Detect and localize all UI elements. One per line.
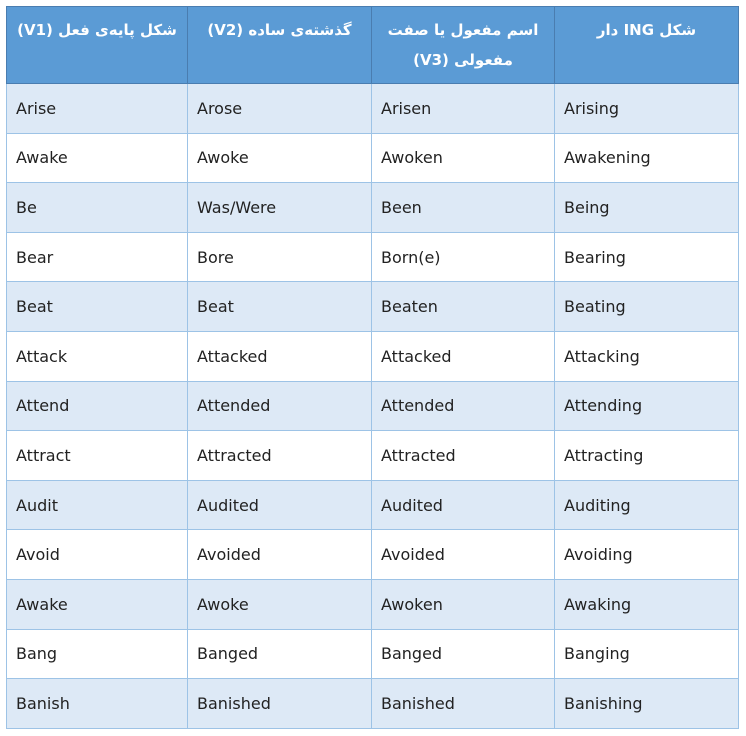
cell-past-participle: Been (372, 183, 555, 233)
cell-past-participle: Beaten (372, 282, 555, 332)
header-base-form: شکل پایه‌ی فعل (V1) (7, 7, 188, 84)
table-row (7, 183, 739, 233)
cell-ing-form: Attacking (555, 331, 739, 381)
cell-base-form: Attract (7, 431, 188, 481)
table-row (7, 133, 739, 183)
cell-past-participle: Awoken (372, 133, 555, 183)
cell-base-form: Audit (7, 480, 188, 530)
verb-forms-table (6, 6, 739, 729)
header-row (7, 7, 739, 84)
cell-base-form: Banish (7, 679, 188, 729)
cell-base-form: Awake (7, 133, 188, 183)
table-row (7, 431, 739, 481)
cell-simple-past: Arose (188, 84, 372, 134)
table-header (7, 7, 739, 84)
cell-base-form: Awake (7, 579, 188, 629)
header-ing-form: شکل ING دار (555, 7, 739, 84)
cell-simple-past: Banished (188, 679, 372, 729)
table-row (7, 232, 739, 282)
cell-simple-past: Attacked (188, 331, 372, 381)
cell-ing-form: Being (555, 183, 739, 233)
cell-base-form: Avoid (7, 530, 188, 580)
cell-simple-past: Banged (188, 629, 372, 679)
table-row (7, 530, 739, 580)
cell-ing-form: Awakening (555, 133, 739, 183)
cell-base-form: Attack (7, 331, 188, 381)
table-row (7, 282, 739, 332)
cell-base-form: Beat (7, 282, 188, 332)
cell-base-form: Arise (7, 84, 188, 134)
table-row (7, 579, 739, 629)
cell-simple-past: Awoke (188, 579, 372, 629)
table-row (7, 480, 739, 530)
cell-simple-past: Bore (188, 232, 372, 282)
table-row (7, 381, 739, 431)
cell-past-participle: Banged (372, 629, 555, 679)
cell-ing-form: Auditing (555, 480, 739, 530)
cell-base-form: Bang (7, 629, 188, 679)
cell-base-form: Bear (7, 232, 188, 282)
cell-simple-past: Audited (188, 480, 372, 530)
cell-past-participle: Attracted (372, 431, 555, 481)
cell-ing-form: Banging (555, 629, 739, 679)
cell-ing-form: Avoiding (555, 530, 739, 580)
table-row (7, 331, 739, 381)
table-row (7, 629, 739, 679)
cell-base-form: Be (7, 183, 188, 233)
verb-forms-table-container (6, 6, 738, 729)
cell-ing-form: Banishing (555, 679, 739, 729)
cell-past-participle: Avoided (372, 530, 555, 580)
cell-past-participle: Banished (372, 679, 555, 729)
table-row (7, 84, 739, 134)
cell-past-participle: Audited (372, 480, 555, 530)
table-body (7, 84, 739, 729)
cell-past-participle: Born(e) (372, 232, 555, 282)
cell-past-participle: Arisen (372, 84, 555, 134)
cell-ing-form: Attracting (555, 431, 739, 481)
cell-simple-past: Was/Were (188, 183, 372, 233)
header-simple-past: گذشته‌ی ساده (V2) (188, 7, 372, 84)
cell-past-participle: Awoken (372, 579, 555, 629)
cell-ing-form: Awaking (555, 579, 739, 629)
cell-ing-form: Bearing (555, 232, 739, 282)
cell-simple-past: Attracted (188, 431, 372, 481)
cell-past-participle: Attended (372, 381, 555, 431)
cell-ing-form: Arising (555, 84, 739, 134)
cell-simple-past: Attended (188, 381, 372, 431)
cell-ing-form: Beating (555, 282, 739, 332)
cell-past-participle: Attacked (372, 331, 555, 381)
cell-simple-past: Beat (188, 282, 372, 332)
table-row (7, 679, 739, 729)
header-past-participle: اسم مفعول یا صفت مفعولی (V3) (372, 7, 555, 84)
cell-base-form: Attend (7, 381, 188, 431)
cell-ing-form: Attending (555, 381, 739, 431)
cell-simple-past: Avoided (188, 530, 372, 580)
cell-simple-past: Awoke (188, 133, 372, 183)
